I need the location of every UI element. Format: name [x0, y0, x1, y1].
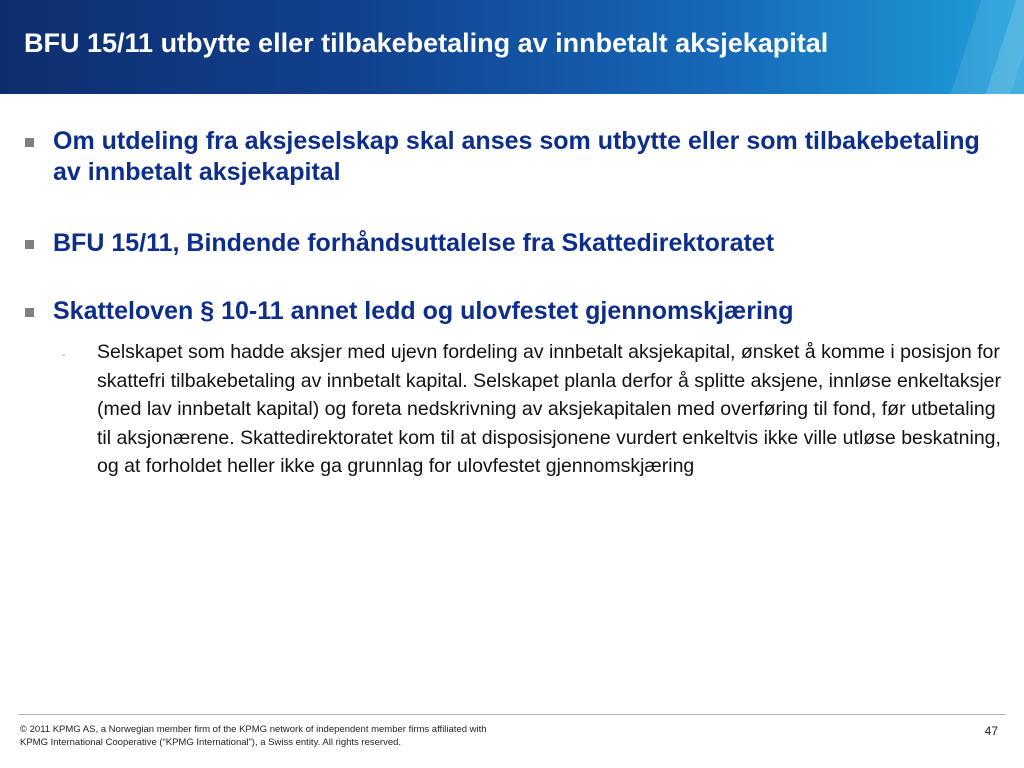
- dash-bullet-icon: -: [62, 350, 66, 361]
- sub-bullet-text: Selskapet som hadde aksjer med ujevn fordeling av innbetalt aksjekapital, ønsket å komme i posisjon for skattefri tilbakebetaling av innbetalt kapital. Selskapet planla derfor å splitte aksjene, innløse enkeltaksjer (med lav innbetalt kapital) og foreta nedskrivning av aksjekapitalen med overføring til fond, før utbetaling til aksjonærene. Skattedirektoratet kom til at disposisjonene vurdert enkeltvis ikke ville utløse beskatning, og at forholdet heller ikke ga grunnlag for ulovfestet gjennomskjæring: [97, 341, 1002, 477]
- copyright-line-2: KPMG International Cooperative (“KPMG International”), a Swiss entity. All rights reserved.: [20, 737, 402, 748]
- square-bullet-icon: [25, 308, 34, 317]
- title-bar: [0, 0, 1024, 94]
- footer-copyright: [20, 723, 620, 749]
- slide-title: BFU 15/11 utbytte eller tilbakebetaling av innbetalt aksjekapital: [24, 28, 829, 58]
- footer-divider: [18, 714, 1006, 715]
- bullet-text: Om utdeling fra aksjeselskap skal anses som utbytte eller som tilbakebetaling av innbetalt aksjekapital: [53, 127, 980, 186]
- page-number: 47: [984, 724, 998, 738]
- bullet-text: BFU 15/11, Bindende forhåndsuttalelse fra Skattedirektoratet: [53, 229, 775, 257]
- square-bullet-icon: [25, 138, 34, 147]
- bullet-text: Skatteloven § 10-11 annet ledd og ulovfestet gjennomskjæring: [53, 297, 794, 325]
- square-bullet-icon: [25, 240, 34, 249]
- copyright-line-1: © 2011 KPMG AS, a Norwegian member firm of the KPMG network of independent member firms affiliated with: [20, 724, 487, 735]
